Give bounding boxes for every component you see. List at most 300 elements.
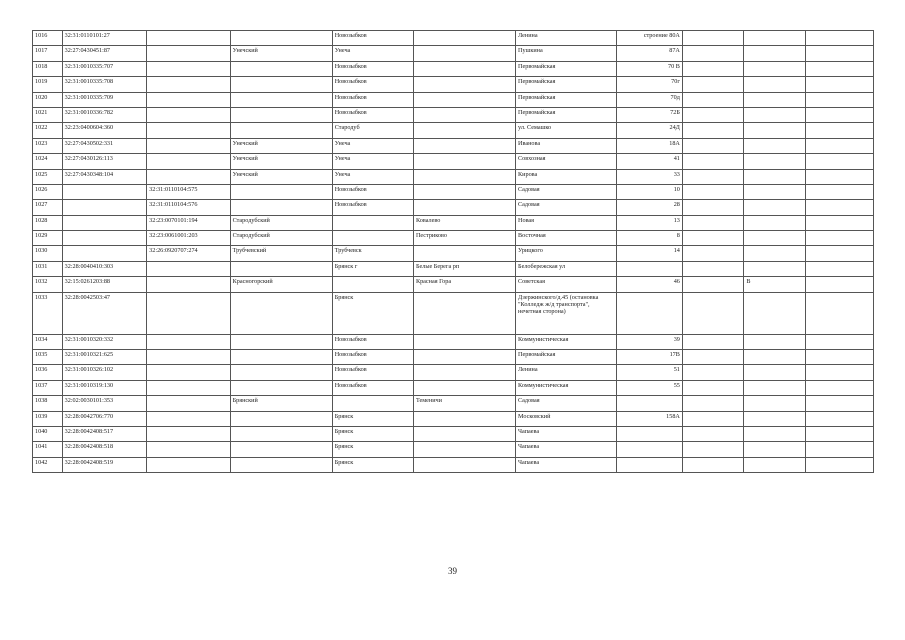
row-number-cell: 1030	[33, 246, 63, 261]
cadastral-number-alt-cell: 32:26:0920707:274	[147, 246, 230, 261]
house-number-cell	[617, 457, 683, 472]
cadastral-number-alt-cell	[147, 169, 230, 184]
cadastral-number-cell: 32:31:0010335:707	[62, 61, 147, 76]
district-cell	[230, 292, 332, 334]
extra-cell	[805, 77, 873, 92]
extra-cell	[805, 138, 873, 153]
cadastral-number-alt-cell	[147, 77, 230, 92]
district-cell	[230, 92, 332, 107]
cadastral-number-cell	[62, 231, 147, 246]
settlement-cell	[413, 184, 515, 199]
cadastral-number-alt-cell	[147, 380, 230, 395]
building-cell	[682, 334, 743, 349]
cadastral-number-alt-cell	[147, 442, 230, 457]
street-cell: Чапаева	[516, 457, 617, 472]
cadastral-number-cell: 32:31:0010321:625	[62, 350, 147, 365]
house-number-cell	[617, 442, 683, 457]
district-cell	[230, 365, 332, 380]
extra-cell	[805, 92, 873, 107]
district-cell: Стародубский	[230, 231, 332, 246]
extra-cell	[805, 31, 873, 46]
house-number-cell: 39	[617, 334, 683, 349]
house-number-cell: 72Б	[617, 107, 683, 122]
street-cell: Московский	[516, 411, 617, 426]
building-cell	[682, 154, 743, 169]
row-number-cell: 1018	[33, 61, 63, 76]
letter-cell	[744, 350, 805, 365]
city-cell: Новозыбков	[332, 200, 413, 215]
building-cell	[682, 442, 743, 457]
row-number-cell: 1029	[33, 231, 63, 246]
letter-cell	[744, 411, 805, 426]
street-cell: Восточная	[516, 231, 617, 246]
letter-cell: В	[744, 277, 805, 292]
house-number-cell: 46	[617, 277, 683, 292]
extra-cell	[805, 426, 873, 441]
row-number-cell: 1019	[33, 77, 63, 92]
row-number-cell: 1037	[33, 380, 63, 395]
street-cell: Первомайская	[516, 107, 617, 122]
cadastral-number-cell: 32:31:0010320:332	[62, 334, 147, 349]
district-cell	[230, 411, 332, 426]
letter-cell	[744, 292, 805, 334]
cadastral-number-cell: 32:31:0010336:782	[62, 107, 147, 122]
building-cell	[682, 457, 743, 472]
district-cell: Трубчевский	[230, 246, 332, 261]
letter-cell	[744, 215, 805, 230]
table-row	[33, 380, 874, 395]
letter-cell	[744, 77, 805, 92]
street-cell: Чапаева	[516, 426, 617, 441]
registry-table-body	[33, 31, 874, 473]
city-cell: Новозыбков	[332, 334, 413, 349]
house-number-cell	[617, 261, 683, 276]
letter-cell	[744, 154, 805, 169]
settlement-cell	[413, 123, 515, 138]
cadastral-number-alt-cell	[147, 350, 230, 365]
settlement-cell	[413, 169, 515, 184]
row-number-cell: 1024	[33, 154, 63, 169]
building-cell	[682, 411, 743, 426]
cadastral-number-cell	[62, 200, 147, 215]
letter-cell	[744, 261, 805, 276]
city-cell: Брянск	[332, 442, 413, 457]
extra-cell	[805, 169, 873, 184]
cadastral-number-cell: 32:28:0042408:519	[62, 457, 147, 472]
cadastral-number-alt-cell	[147, 292, 230, 334]
district-cell	[230, 107, 332, 122]
street-cell: Первомайская	[516, 92, 617, 107]
city-cell: Брянск	[332, 457, 413, 472]
city-cell	[332, 396, 413, 411]
street-cell: Садовая	[516, 396, 617, 411]
extra-cell	[805, 184, 873, 199]
table-row	[33, 334, 874, 349]
settlement-cell	[413, 154, 515, 169]
building-cell	[682, 426, 743, 441]
city-cell: Трубчевск	[332, 246, 413, 261]
cadastral-number-cell: 32:28:0042706:770	[62, 411, 147, 426]
city-cell: Новозыбков	[332, 380, 413, 395]
letter-cell	[744, 169, 805, 184]
city-cell	[332, 215, 413, 230]
house-number-cell: 14	[617, 246, 683, 261]
building-cell	[682, 31, 743, 46]
letter-cell	[744, 380, 805, 395]
street-cell: Совхозная	[516, 154, 617, 169]
city-cell: Новозыбков	[332, 77, 413, 92]
row-number-cell: 1031	[33, 261, 63, 276]
street-cell: Ленина	[516, 31, 617, 46]
building-cell	[682, 396, 743, 411]
district-cell	[230, 442, 332, 457]
table-row	[33, 457, 874, 472]
house-number-cell: 70 В	[617, 61, 683, 76]
cadastral-number-cell: 32:31:0010335:708	[62, 77, 147, 92]
city-cell: Новозыбков	[332, 107, 413, 122]
settlement-cell: Красная Гора	[413, 277, 515, 292]
letter-cell	[744, 46, 805, 61]
building-cell	[682, 350, 743, 365]
district-cell: Красногорский	[230, 277, 332, 292]
row-number-cell: 1039	[33, 411, 63, 426]
street-cell: Кирова	[516, 169, 617, 184]
house-number-cell: 28	[617, 200, 683, 215]
cadastral-number-cell: 32:23:0400604:360	[62, 123, 147, 138]
table-row	[33, 215, 874, 230]
extra-cell	[805, 334, 873, 349]
cadastral-number-cell: 32:15:0261203:88	[62, 277, 147, 292]
settlement-cell	[413, 138, 515, 153]
street-cell: Белобережская ул	[516, 261, 617, 276]
district-cell	[230, 426, 332, 441]
house-number-cell: 41	[617, 154, 683, 169]
house-number-cell: 33	[617, 169, 683, 184]
table-row	[33, 31, 874, 46]
building-cell	[682, 107, 743, 122]
city-cell: Новозыбков	[332, 350, 413, 365]
row-number-cell: 1035	[33, 350, 63, 365]
street-cell: Урицкого	[516, 246, 617, 261]
city-cell: Брянск г	[332, 261, 413, 276]
house-number-cell	[617, 396, 683, 411]
settlement-cell: Ковалево	[413, 215, 515, 230]
house-number-cell	[617, 292, 683, 334]
cadastral-number-alt-cell	[147, 123, 230, 138]
building-cell	[682, 169, 743, 184]
cadastral-number-cell	[62, 215, 147, 230]
building-cell	[682, 246, 743, 261]
row-number-cell: 1032	[33, 277, 63, 292]
cadastral-number-cell: 32:28:0040410:303	[62, 261, 147, 276]
district-cell: Унечский	[230, 169, 332, 184]
settlement-cell	[413, 77, 515, 92]
house-number-cell: 13	[617, 215, 683, 230]
street-cell: Ленина	[516, 365, 617, 380]
row-number-cell: 1020	[33, 92, 63, 107]
letter-cell	[744, 231, 805, 246]
letter-cell	[744, 138, 805, 153]
district-cell	[230, 77, 332, 92]
cadastral-number-cell: 32:31:0010319:130	[62, 380, 147, 395]
table-row	[33, 169, 874, 184]
settlement-cell	[413, 350, 515, 365]
cadastral-number-alt-cell	[147, 92, 230, 107]
letter-cell	[744, 61, 805, 76]
table-row	[33, 61, 874, 76]
row-number-cell: 1028	[33, 215, 63, 230]
page-number: 39	[448, 566, 457, 576]
cadastral-number-cell: 32:28:0042408:517	[62, 426, 147, 441]
extra-cell	[805, 292, 873, 334]
cadastral-number-alt-cell	[147, 31, 230, 46]
extra-cell	[805, 231, 873, 246]
settlement-cell	[413, 426, 515, 441]
city-cell	[332, 277, 413, 292]
house-number-cell: 87А	[617, 46, 683, 61]
street-cell: Дзержинского/д.45 (остановка "Колледж ж/д транспорта", нечетная сторона)	[516, 292, 617, 334]
cadastral-number-cell	[62, 246, 147, 261]
extra-cell	[805, 107, 873, 122]
city-cell: Брянск	[332, 426, 413, 441]
table-row	[33, 426, 874, 441]
city-cell	[332, 231, 413, 246]
street-cell: Первомайская	[516, 61, 617, 76]
building-cell	[682, 277, 743, 292]
city-cell: Унеча	[332, 154, 413, 169]
district-cell	[230, 61, 332, 76]
extra-cell	[805, 200, 873, 215]
settlement-cell	[413, 457, 515, 472]
street-cell: Садовая	[516, 184, 617, 199]
street-cell: Коммунистическая	[516, 380, 617, 395]
letter-cell	[744, 396, 805, 411]
settlement-cell	[413, 411, 515, 426]
settlement-cell: Теменичи	[413, 396, 515, 411]
table-row	[33, 154, 874, 169]
district-cell	[230, 184, 332, 199]
district-cell	[230, 457, 332, 472]
street-cell: Садовая	[516, 200, 617, 215]
cadastral-number-alt-cell	[147, 46, 230, 61]
cadastral-number-alt-cell	[147, 61, 230, 76]
building-cell	[682, 77, 743, 92]
city-cell: Унеча	[332, 46, 413, 61]
row-number-cell: 1021	[33, 107, 63, 122]
district-cell: Унечский	[230, 154, 332, 169]
cadastral-number-alt-cell	[147, 396, 230, 411]
house-number-cell: 10	[617, 184, 683, 199]
house-number-cell: 17В	[617, 350, 683, 365]
building-cell	[682, 123, 743, 138]
letter-cell	[744, 426, 805, 441]
house-number-cell: 158А	[617, 411, 683, 426]
row-number-cell: 1025	[33, 169, 63, 184]
cadastral-number-alt-cell	[147, 138, 230, 153]
extra-cell	[805, 154, 873, 169]
district-cell	[230, 380, 332, 395]
extra-cell	[805, 246, 873, 261]
extra-cell	[805, 365, 873, 380]
street-cell: Пушкина	[516, 46, 617, 61]
street-cell: Первомайская	[516, 77, 617, 92]
building-cell	[682, 380, 743, 395]
district-cell	[230, 200, 332, 215]
city-cell: Унеча	[332, 169, 413, 184]
cadastral-number-cell: 32:28:0042408:518	[62, 442, 147, 457]
extra-cell	[805, 411, 873, 426]
street-cell: Чапаева	[516, 442, 617, 457]
house-number-cell: 18А	[617, 138, 683, 153]
settlement-cell	[413, 380, 515, 395]
row-number-cell: 1042	[33, 457, 63, 472]
table-row	[33, 231, 874, 246]
district-cell	[230, 334, 332, 349]
settlement-cell	[413, 92, 515, 107]
cadastral-number-alt-cell	[147, 107, 230, 122]
settlement-cell	[413, 61, 515, 76]
city-cell: Новозыбков	[332, 92, 413, 107]
cadastral-number-cell: 32:31:0010326:102	[62, 365, 147, 380]
table-row	[33, 123, 874, 138]
cadastral-number-alt-cell	[147, 426, 230, 441]
district-cell	[230, 261, 332, 276]
building-cell	[682, 261, 743, 276]
row-number-cell: 1016	[33, 31, 63, 46]
letter-cell	[744, 123, 805, 138]
city-cell: Новозыбков	[332, 31, 413, 46]
cadastral-number-alt-cell	[147, 457, 230, 472]
table-row	[33, 350, 874, 365]
row-number-cell: 1033	[33, 292, 63, 334]
row-number-cell: 1041	[33, 442, 63, 457]
building-cell	[682, 215, 743, 230]
letter-cell	[744, 457, 805, 472]
cadastral-number-alt-cell: 32:31:0110104:576	[147, 200, 230, 215]
row-number-cell: 1036	[33, 365, 63, 380]
house-number-cell: строение 80А	[617, 31, 683, 46]
house-number-cell: 51	[617, 365, 683, 380]
cadastral-number-alt-cell: 32:23:0061001:203	[147, 231, 230, 246]
house-number-cell: 70д	[617, 92, 683, 107]
row-number-cell: 1023	[33, 138, 63, 153]
cadastral-number-cell: 32:31:0110101:27	[62, 31, 147, 46]
settlement-cell	[413, 334, 515, 349]
district-cell: Стародубский	[230, 215, 332, 230]
house-number-cell: 70г	[617, 77, 683, 92]
settlement-cell	[413, 246, 515, 261]
city-cell: Стародуб	[332, 123, 413, 138]
letter-cell	[744, 334, 805, 349]
extra-cell	[805, 61, 873, 76]
cadastral-number-alt-cell	[147, 334, 230, 349]
letter-cell	[744, 107, 805, 122]
building-cell	[682, 138, 743, 153]
extra-cell	[805, 215, 873, 230]
table-row	[33, 292, 874, 334]
cadastral-number-alt-cell: 32:23:0070101:194	[147, 215, 230, 230]
extra-cell	[805, 380, 873, 395]
district-cell: Брянский	[230, 396, 332, 411]
street-cell: Первомайская	[516, 350, 617, 365]
row-number-cell: 1038	[33, 396, 63, 411]
city-cell: Брянск	[332, 411, 413, 426]
street-cell: Иванова	[516, 138, 617, 153]
city-cell: Новозыбков	[332, 61, 413, 76]
extra-cell	[805, 442, 873, 457]
district-cell	[230, 123, 332, 138]
cadastral-number-alt-cell	[147, 154, 230, 169]
building-cell	[682, 184, 743, 199]
district-cell	[230, 31, 332, 46]
letter-cell	[744, 184, 805, 199]
row-number-cell: 1034	[33, 334, 63, 349]
building-cell	[682, 92, 743, 107]
district-cell: Унечский	[230, 138, 332, 153]
table-row	[33, 396, 874, 411]
settlement-cell	[413, 31, 515, 46]
row-number-cell: 1027	[33, 200, 63, 215]
letter-cell	[744, 442, 805, 457]
city-cell: Унеча	[332, 138, 413, 153]
cadastral-number-alt-cell: 32:31:0110104:575	[147, 184, 230, 199]
building-cell	[682, 61, 743, 76]
extra-cell	[805, 350, 873, 365]
row-number-cell: 1040	[33, 426, 63, 441]
street-cell: Коммунистическая	[516, 334, 617, 349]
cadastral-number-alt-cell	[147, 261, 230, 276]
cadastral-number-alt-cell	[147, 365, 230, 380]
cadastral-number-alt-cell	[147, 277, 230, 292]
extra-cell	[805, 457, 873, 472]
extra-cell	[805, 396, 873, 411]
building-cell	[682, 365, 743, 380]
city-cell: Новозыбков	[332, 184, 413, 199]
letter-cell	[744, 200, 805, 215]
settlement-cell	[413, 292, 515, 334]
city-cell: Брянск	[332, 292, 413, 334]
cadastral-number-cell: 32:27:0430126:113	[62, 154, 147, 169]
house-number-cell: 24Д	[617, 123, 683, 138]
building-cell	[682, 292, 743, 334]
table-row	[33, 184, 874, 199]
extra-cell	[805, 46, 873, 61]
extra-cell	[805, 123, 873, 138]
letter-cell	[744, 92, 805, 107]
table-row	[33, 277, 874, 292]
house-number-cell	[617, 426, 683, 441]
row-number-cell: 1017	[33, 46, 63, 61]
table-row	[33, 411, 874, 426]
house-number-cell: 55	[617, 380, 683, 395]
cadastral-number-cell: 32:02:0030101:353	[62, 396, 147, 411]
table-row	[33, 77, 874, 92]
street-cell: ул. Семашко	[516, 123, 617, 138]
extra-cell	[805, 277, 873, 292]
table-row	[33, 107, 874, 122]
registry-table	[32, 30, 874, 473]
row-number-cell: 1022	[33, 123, 63, 138]
settlement-cell	[413, 107, 515, 122]
street-cell: Советская	[516, 277, 617, 292]
settlement-cell: Пестриково	[413, 231, 515, 246]
building-cell	[682, 200, 743, 215]
table-row	[33, 365, 874, 380]
settlement-cell	[413, 200, 515, 215]
cadastral-number-alt-cell	[147, 411, 230, 426]
cadastral-number-cell	[62, 184, 147, 199]
table-row	[33, 261, 874, 276]
